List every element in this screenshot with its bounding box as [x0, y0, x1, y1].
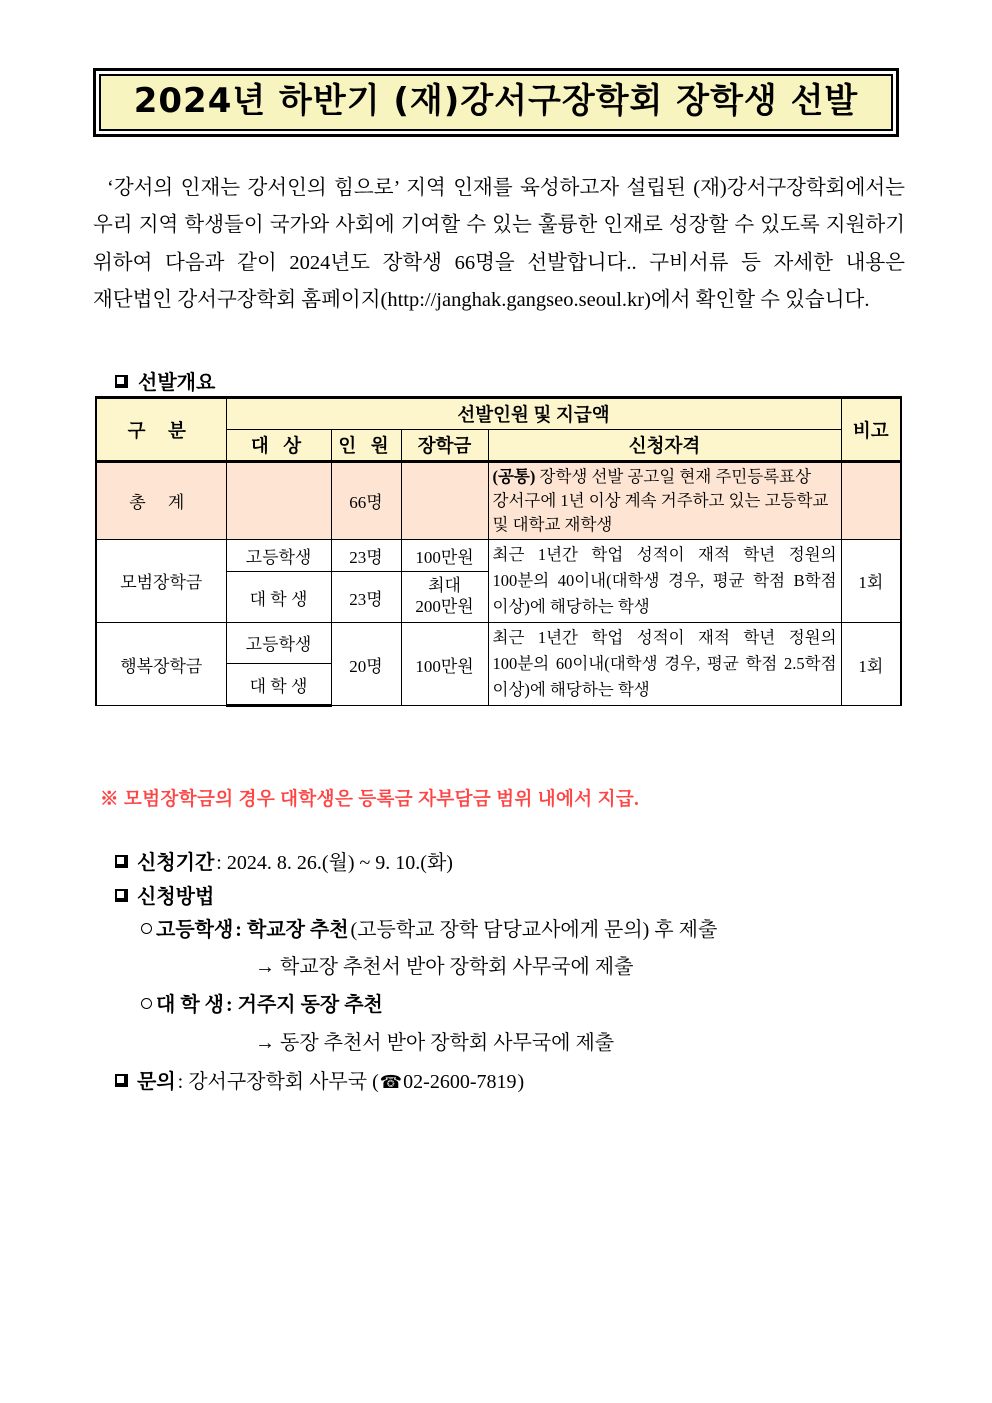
header-amount: 장학금	[401, 430, 488, 462]
cell-model-count-high: 23명	[331, 539, 401, 572]
title-banner-inner	[99, 74, 893, 131]
method-university-value: : 거주지 동장 추천	[225, 994, 383, 1016]
method-highschool-line	[141, 913, 717, 942]
application-period-value: : 2024. 8. 26.(월) ~ 9. 10.(화)	[216, 852, 453, 874]
application-method-label: 신청방법	[137, 886, 215, 908]
cell-total-target	[226, 462, 331, 540]
cell-model-amount-univ-line1: 최대	[428, 576, 461, 596]
method-university-arrow: → 동장 추천서 받아 장학회 사무국에 제출	[255, 1032, 615, 1054]
header-qualification: 신청자격	[488, 430, 841, 462]
square-bullet-icon	[115, 375, 128, 388]
table-row-happy-high	[96, 622, 901, 663]
cell-happy-remark: 1회	[841, 622, 901, 705]
cell-total-remark	[841, 462, 901, 540]
contact-value: : 강서구장학회 사무국 (	[177, 1071, 379, 1093]
section-heading-overview-label: 선발개요	[138, 372, 216, 394]
cell-model-division: 모범장학금	[96, 539, 226, 622]
circle-bullet-icon	[141, 998, 152, 1009]
table-header-row-1	[96, 398, 901, 430]
table-row-model-high	[96, 539, 901, 572]
header-division: 구 분	[96, 398, 226, 462]
red-note: ※ 모범장학금의 경우 대학생은 등록금 자부담금 범위 내에서 지급.	[100, 790, 640, 810]
square-bullet-icon	[115, 855, 128, 868]
application-period-line	[115, 846, 453, 875]
selection-overview-table	[95, 396, 902, 707]
contact-phone: 02-2600-7819	[403, 1071, 517, 1093]
cell-happy-amount: 100만원	[401, 622, 488, 705]
method-university-line	[141, 988, 383, 1017]
header-count: 인 원	[331, 430, 401, 462]
contact-label: 문의	[137, 1071, 176, 1093]
cell-happy-qualification: 최근 1년간 학업 성적이 재적 학년 정원의 100분의 60이내(대학생 경우, 평균 학점 2.5학점 이상)에 해당하는 학생	[488, 622, 841, 705]
method-highschool-label: 고등학생	[156, 919, 234, 941]
cell-total-amount	[401, 462, 488, 540]
telephone-icon: ☎	[379, 1072, 403, 1093]
intro-paragraph: ‘강서의 인재는 강서인의 힘으로’ 지역 인재를 육성하고자 설립된 (재)강서구장학회에서는 우리 지역 학생들이 국가와 사회에 기여할 수 있는 훌륭한 인재로 성장할 수 있도록 지원하기 위하여 다음과 같이 2024년도 장학생 66명을 선발합니다.. 구비서류 등 자세한 내용은 재단법인 강서구장학회 홈페이지(http://janghak.gangseo.seoul.kr)에서 확인할 수 있습니다.	[93, 177, 905, 311]
cell-model-count-univ: 23명	[331, 572, 401, 623]
method-highschool-value: : 학교장 추천	[235, 919, 349, 941]
cell-model-target-univ: 대 학 생	[226, 572, 331, 623]
square-bullet-icon	[115, 1074, 128, 1087]
cell-happy-count: 20명	[331, 622, 401, 705]
method-highschool-arrow: → 학교장 추천서 받아 장학회 사무국에 제출	[255, 956, 634, 978]
title-banner	[93, 68, 899, 137]
section-heading-overview	[115, 366, 215, 395]
application-method-heading	[115, 880, 214, 909]
table-row-total	[96, 462, 901, 540]
cell-total-qualification-title: (공통)	[492, 467, 536, 486]
square-bullet-icon	[115, 889, 128, 902]
cell-happy-division: 행복장학금	[96, 622, 226, 705]
cell-happy-target-high: 고등학생	[226, 622, 331, 663]
application-period-label: 신청기간	[137, 852, 215, 874]
cell-total-qualification	[488, 462, 841, 540]
cell-model-qualification: 최근 1년간 학업 성적이 재적 학년 정원의 100분의 40이내(대학생 경우, 평균 학점 B학점 이상)에 해당하는 학생	[488, 539, 841, 622]
cell-model-amount-univ-line2: 200만원	[415, 597, 474, 617]
cell-happy-target-univ: 대 학 생	[226, 663, 331, 705]
cell-model-amount-univ	[401, 572, 488, 623]
page-title: 2024년 하반기 (재)강서구장학회 장학생 선발	[133, 81, 859, 121]
header-remark: 비고	[841, 398, 901, 462]
contact-line	[115, 1065, 524, 1094]
cell-total-qualification-text: 장학생 선발 공고일 현재 주민등록표상 강서구에 1년 이상 계속 거주하고 있는 고등학교 및 대학교 재학생	[492, 467, 829, 534]
header-target: 대 상	[226, 430, 331, 462]
method-university-label: 대 학 생	[156, 994, 224, 1016]
header-group-title: 선발인원 및 지급액	[226, 398, 841, 430]
circle-bullet-icon	[141, 923, 152, 934]
cell-model-amount-high: 100만원	[401, 539, 488, 572]
cell-total-division: 총 계	[96, 462, 226, 540]
cell-model-remark: 1회	[841, 539, 901, 622]
selection-overview-table-wrapper	[95, 396, 900, 707]
cell-model-target-high: 고등학생	[226, 539, 331, 572]
contact-close-paren: )	[517, 1071, 525, 1093]
cell-total-count: 66명	[331, 462, 401, 540]
method-highschool-paren: (고등학교 장학 담당교사에게 문의) 후 제출	[350, 919, 718, 941]
